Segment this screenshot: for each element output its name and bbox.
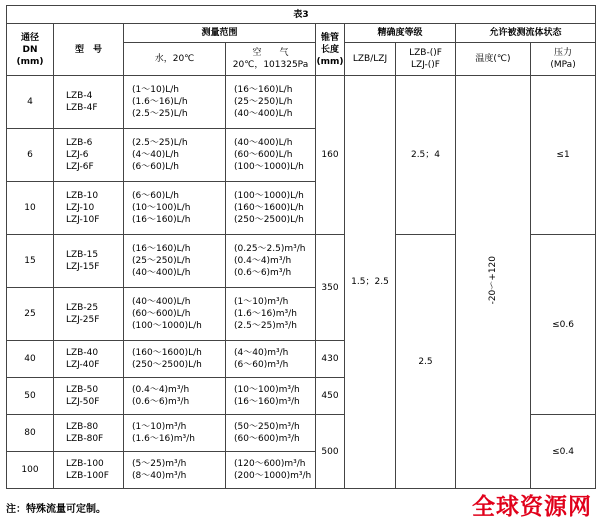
accuracy-f-bottom-cell: 2.5 [396,235,456,489]
air-range-cell [226,415,316,452]
water-range-item: (2.5～25)L/h [132,138,188,148]
model-item: LZB-80F [66,434,104,444]
air-range-item: (4～40)m³/h [234,348,289,358]
dn-cell: 50 [7,378,54,415]
dn-cell: 40 [7,341,54,378]
model-item: LZB-4 [66,91,93,101]
water-range-cell [124,452,226,489]
model-item: LZB-50 [66,385,99,395]
water-range-item: (10～100)L/h [132,203,191,213]
cone-length-cell: 160 [316,76,345,235]
header-air [226,43,316,76]
air-range-item: (0.4～4)m³/h [234,256,292,266]
air-range-item: (60～600)m³/h [234,434,300,444]
footnote: 注：特殊流量可定制。 [6,504,106,515]
pressure-cell: ≤0.6 [531,235,596,415]
water-range-cell [124,378,226,415]
dn-cell: 15 [7,235,54,288]
model-cell [54,288,124,341]
air-range-cell [226,76,316,129]
cone-length-cell: 450 [316,378,345,415]
air-range-item: (40～400)L/h [234,138,293,148]
model-cell [54,341,124,378]
watermark: 全球资源网 [472,494,592,520]
water-range-item: (250～2500)L/h [132,360,202,370]
model-item: LZB-100F [66,471,109,481]
air-range-item: (6～60)m³/h [234,360,289,370]
air-range-item: (1～10)m³/h [234,297,289,307]
header-acc-f [396,43,456,76]
header-dn [7,24,54,76]
water-range-item: (40～400)L/h [132,297,191,307]
air-range-item: (250～2500)L/h [234,215,304,225]
water-range-item: (5～25)m³/h [132,459,187,469]
air-range-item: (100～1000)L/h [234,191,304,201]
water-range-item: (100～1000)L/h [132,321,202,331]
dn-cell: 25 [7,288,54,341]
water-range-cell [124,288,226,341]
header-acc-f-text: LZB-()F LZJ-()F [409,48,442,70]
air-range-item: (0.25～2.5)m³/h [234,244,306,254]
header-acc-lzb: LZB/LZJ [345,43,396,76]
model-cell [54,182,124,235]
pressure-cell: ≤0.4 [531,415,596,489]
model-item: LZB-40 [66,348,99,358]
dn-cell: 80 [7,415,54,452]
model-item: LZB-25 [66,303,99,313]
model-cell [54,235,124,288]
water-range-cell [124,341,226,378]
air-range-cell [226,288,316,341]
accuracy-f-top-cell: 2.5；4 [396,76,456,235]
water-range-cell [124,415,226,452]
air-range-item: (160～1600)L/h [234,203,304,213]
model-item: LZB-4F [66,103,98,113]
water-range-item: (160～1600)L/h [132,348,202,358]
water-range-cell [124,129,226,182]
header-water: 水，20℃ [124,43,226,76]
pressure-cell: ≤1 [531,76,596,235]
water-range-item: (1.6～16)m³/h [132,434,195,444]
cone-length-cell: 350 [316,235,345,341]
dn-cell: 10 [7,182,54,235]
spec-table [6,5,596,489]
header-range: 测量范围 [124,24,316,43]
water-range-item: (6～60)L/h [132,191,179,201]
accuracy-lzb-cell: 1.5；2.5 [345,76,396,489]
dn-cell: 4 [7,76,54,129]
air-range-cell [226,452,316,489]
air-range-item: (100～1000)L/h [234,162,304,172]
water-range-item: (25～250)L/h [132,256,191,266]
air-range-cell [226,235,316,288]
header-cone-text: 锥管 长度 (mm) [316,32,344,67]
header-pressure [531,43,596,76]
table-title: 表3 [7,6,596,24]
model-cell [54,415,124,452]
model-cell [54,129,124,182]
model-item: LZB-6 [66,138,93,148]
air-range-item: (0.6～6)m³/h [234,268,292,278]
water-range-item: (0.6～6)m³/h [132,397,190,407]
water-range-cell [124,182,226,235]
air-range-cell [226,129,316,182]
water-range-item: (1～10)m³/h [132,422,187,432]
model-item: LZJ-6 [66,150,89,160]
header-dn-text: 通径 DN (mm) [16,32,44,67]
water-range-item: (8～40)m³/h [132,471,187,481]
air-range-item: (200～1000)m³/h [234,471,312,481]
header-allowed: 允许被测流体状态 [456,24,596,43]
water-range-item: (0.4～4)m³/h [132,385,190,395]
water-range-item: (60～600)L/h [132,309,191,319]
air-range-cell [226,341,316,378]
water-range-item: (1.6～16)L/h [132,97,188,107]
model-item: LZJ-10 [66,203,95,213]
header-model: 型 号 [54,24,124,76]
model-item: LZB-15 [66,250,99,260]
model-item: LZJ-40F [66,360,100,370]
temperature-cell [456,76,531,489]
water-range-cell [124,76,226,129]
air-range-item: (10～100)m³/h [234,385,300,395]
model-item: LZB-100 [66,459,104,469]
water-range-item: (4～40)L/h [132,150,179,160]
model-item: LZJ-50F [66,397,100,407]
air-range-item: (1.6～16)m³/h [234,309,297,319]
water-range-item: (16～160)L/h [132,215,191,225]
header-air-text: 空 气 20℃，101325Pa [232,48,309,70]
temperature-text: -20～+120 [488,255,498,305]
model-cell [54,378,124,415]
water-range-item: (40～400)L/h [132,268,191,278]
dn-cell: 100 [7,452,54,489]
model-item: LZJ-6F [66,162,94,172]
air-range-item: (16～160)L/h [234,85,293,95]
water-range-item: (16～160)L/h [132,244,191,254]
model-cell [54,452,124,489]
water-range-item: (2.5～25)L/h [132,109,188,119]
water-range-item: (6～60)L/h [132,162,179,172]
cone-length-cell: 500 [316,415,345,489]
model-item: LZJ-25F [66,315,100,325]
model-item: LZB-10 [66,191,99,201]
header-cone-length [316,24,345,76]
model-cell [54,76,124,129]
model-item: LZJ-10F [66,215,100,225]
model-item: LZJ-15F [66,262,100,272]
dn-cell: 6 [7,129,54,182]
air-range-cell [226,182,316,235]
air-range-item: (60～600)L/h [234,150,293,160]
air-range-item: (50～250)m³/h [234,422,300,432]
header-accuracy: 精确度等级 [345,24,456,43]
air-range-item: (16～160)m³/h [234,397,300,407]
cone-length-cell: 430 [316,341,345,378]
air-range-item: (25～250)L/h [234,97,293,107]
water-range-cell [124,235,226,288]
model-item: LZB-80 [66,422,99,432]
air-range-item: (120～600)m³/h [234,459,306,469]
water-range-item: (1～10)L/h [132,85,179,95]
air-range-cell [226,378,316,415]
header-pressure-text: 压力 (MPa) [550,48,576,70]
air-range-item: (40～400)L/h [234,109,293,119]
header-temp: 温度(℃) [456,43,531,76]
air-range-item: (2.5～25)m³/h [234,321,297,331]
